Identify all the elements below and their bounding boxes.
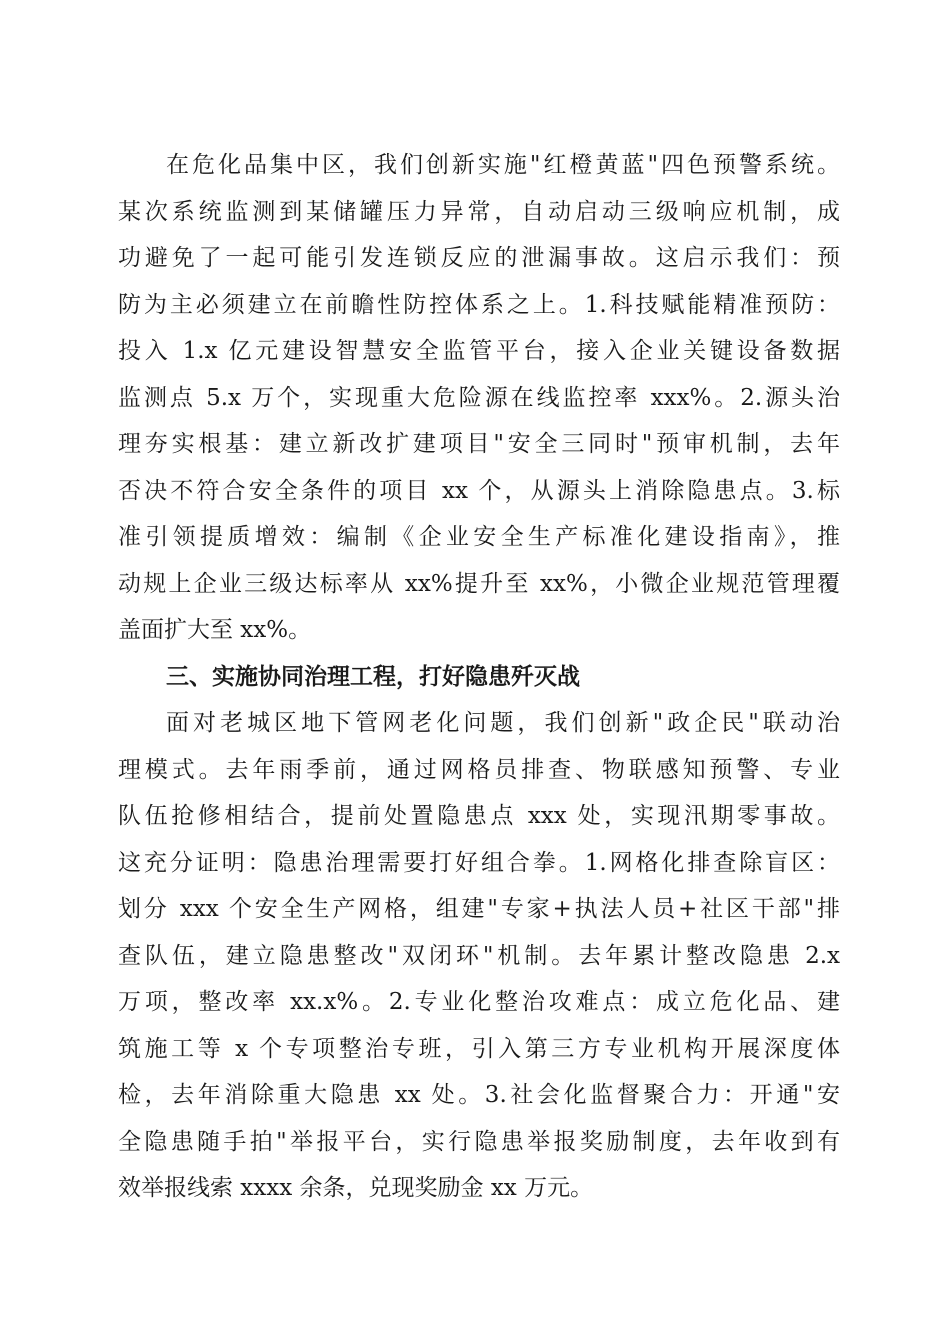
text-line: 准引领提质增效：编制《企业安全生产标准化建设指南》，推 (118, 524, 840, 550)
text-line: 理夯实根基：建立新改扩建项目"安全三同时"预审机制，去年 (118, 431, 840, 457)
text-line: 动规上企业三级达标率从 xx%提升至 xx%，小微企业规范管理覆 (118, 570, 840, 597)
text-line: 否决不符合安全条件的项目 xx 个，从源头上消除隐患点。3.标 (118, 477, 840, 504)
text-line: 面对老城区地下管网老化问题，我们创新"政企民"联动治 (166, 710, 840, 736)
text-line: 查队伍，建立隐患整改"双闭环"机制。去年累计整改隐患 2.x (118, 942, 840, 969)
text-line: 在危化品集中区，我们创新实施"红橙黄蓝"四色预警系统。 (166, 152, 840, 178)
text-line: 监测点 5.x 万个，实现重大危险源在线监控率 xxx%。2.源头治 (118, 384, 840, 411)
text-line: 盖面扩大至 xx%。 (118, 617, 312, 643)
paragraph-1 (118, 142, 840, 654)
text-line: 效举报线索 xxxx 余条，兑现奖励金 xx 万元。 (118, 1175, 594, 1201)
text-line: 这充分证明：隐患治理需要打好组合拳。1.网格化排查除盲区： (118, 849, 840, 876)
text-line: 功避免了一起可能引发连锁反应的泄漏事故。这启示我们：预 (118, 245, 840, 271)
text-line: 检，去年消除重大隐患 xx 处。3.社会化监督聚合力：开通"安 (118, 1082, 840, 1108)
text-line: 队伍抢修相结合，提前处置隐患点 xxx 处，实现汛期零事故。 (118, 803, 840, 829)
text-line: 理模式。去年雨季前，通过网格员排查、物联感知预警、专业 (118, 756, 840, 783)
text-line: 防为主必须建立在前瞻性防控体系之上。1.科技赋能精准预防： (118, 291, 840, 318)
text-line: 划分 xxx 个安全生产网格，组建"专家+执法人员+社区干部"排 (118, 896, 840, 922)
text-line: 投入 1.x 亿元建设智慧安全监管平台，接入企业关键设备数据 (118, 338, 840, 364)
document-page (118, 142, 840, 1212)
text-line: 万项，整改率 xx.x%。2.专业化整治攻难点：成立危化品、建 (118, 989, 840, 1015)
text-line: 全隐患随手拍"举报平台，实行隐患举报奖励制度，去年收到有 (118, 1128, 840, 1155)
paragraph-2 (118, 700, 840, 1212)
section-heading: 三、实施协同治理工程，打好隐患歼灭战 (166, 663, 580, 690)
text-line: 某次系统监测到某储罐压力异常，自动启动三级响应机制，成 (118, 198, 840, 225)
text-line: 筑施工等 x 个专项整治专班，引入第三方专业机构开展深度体 (118, 1035, 840, 1062)
